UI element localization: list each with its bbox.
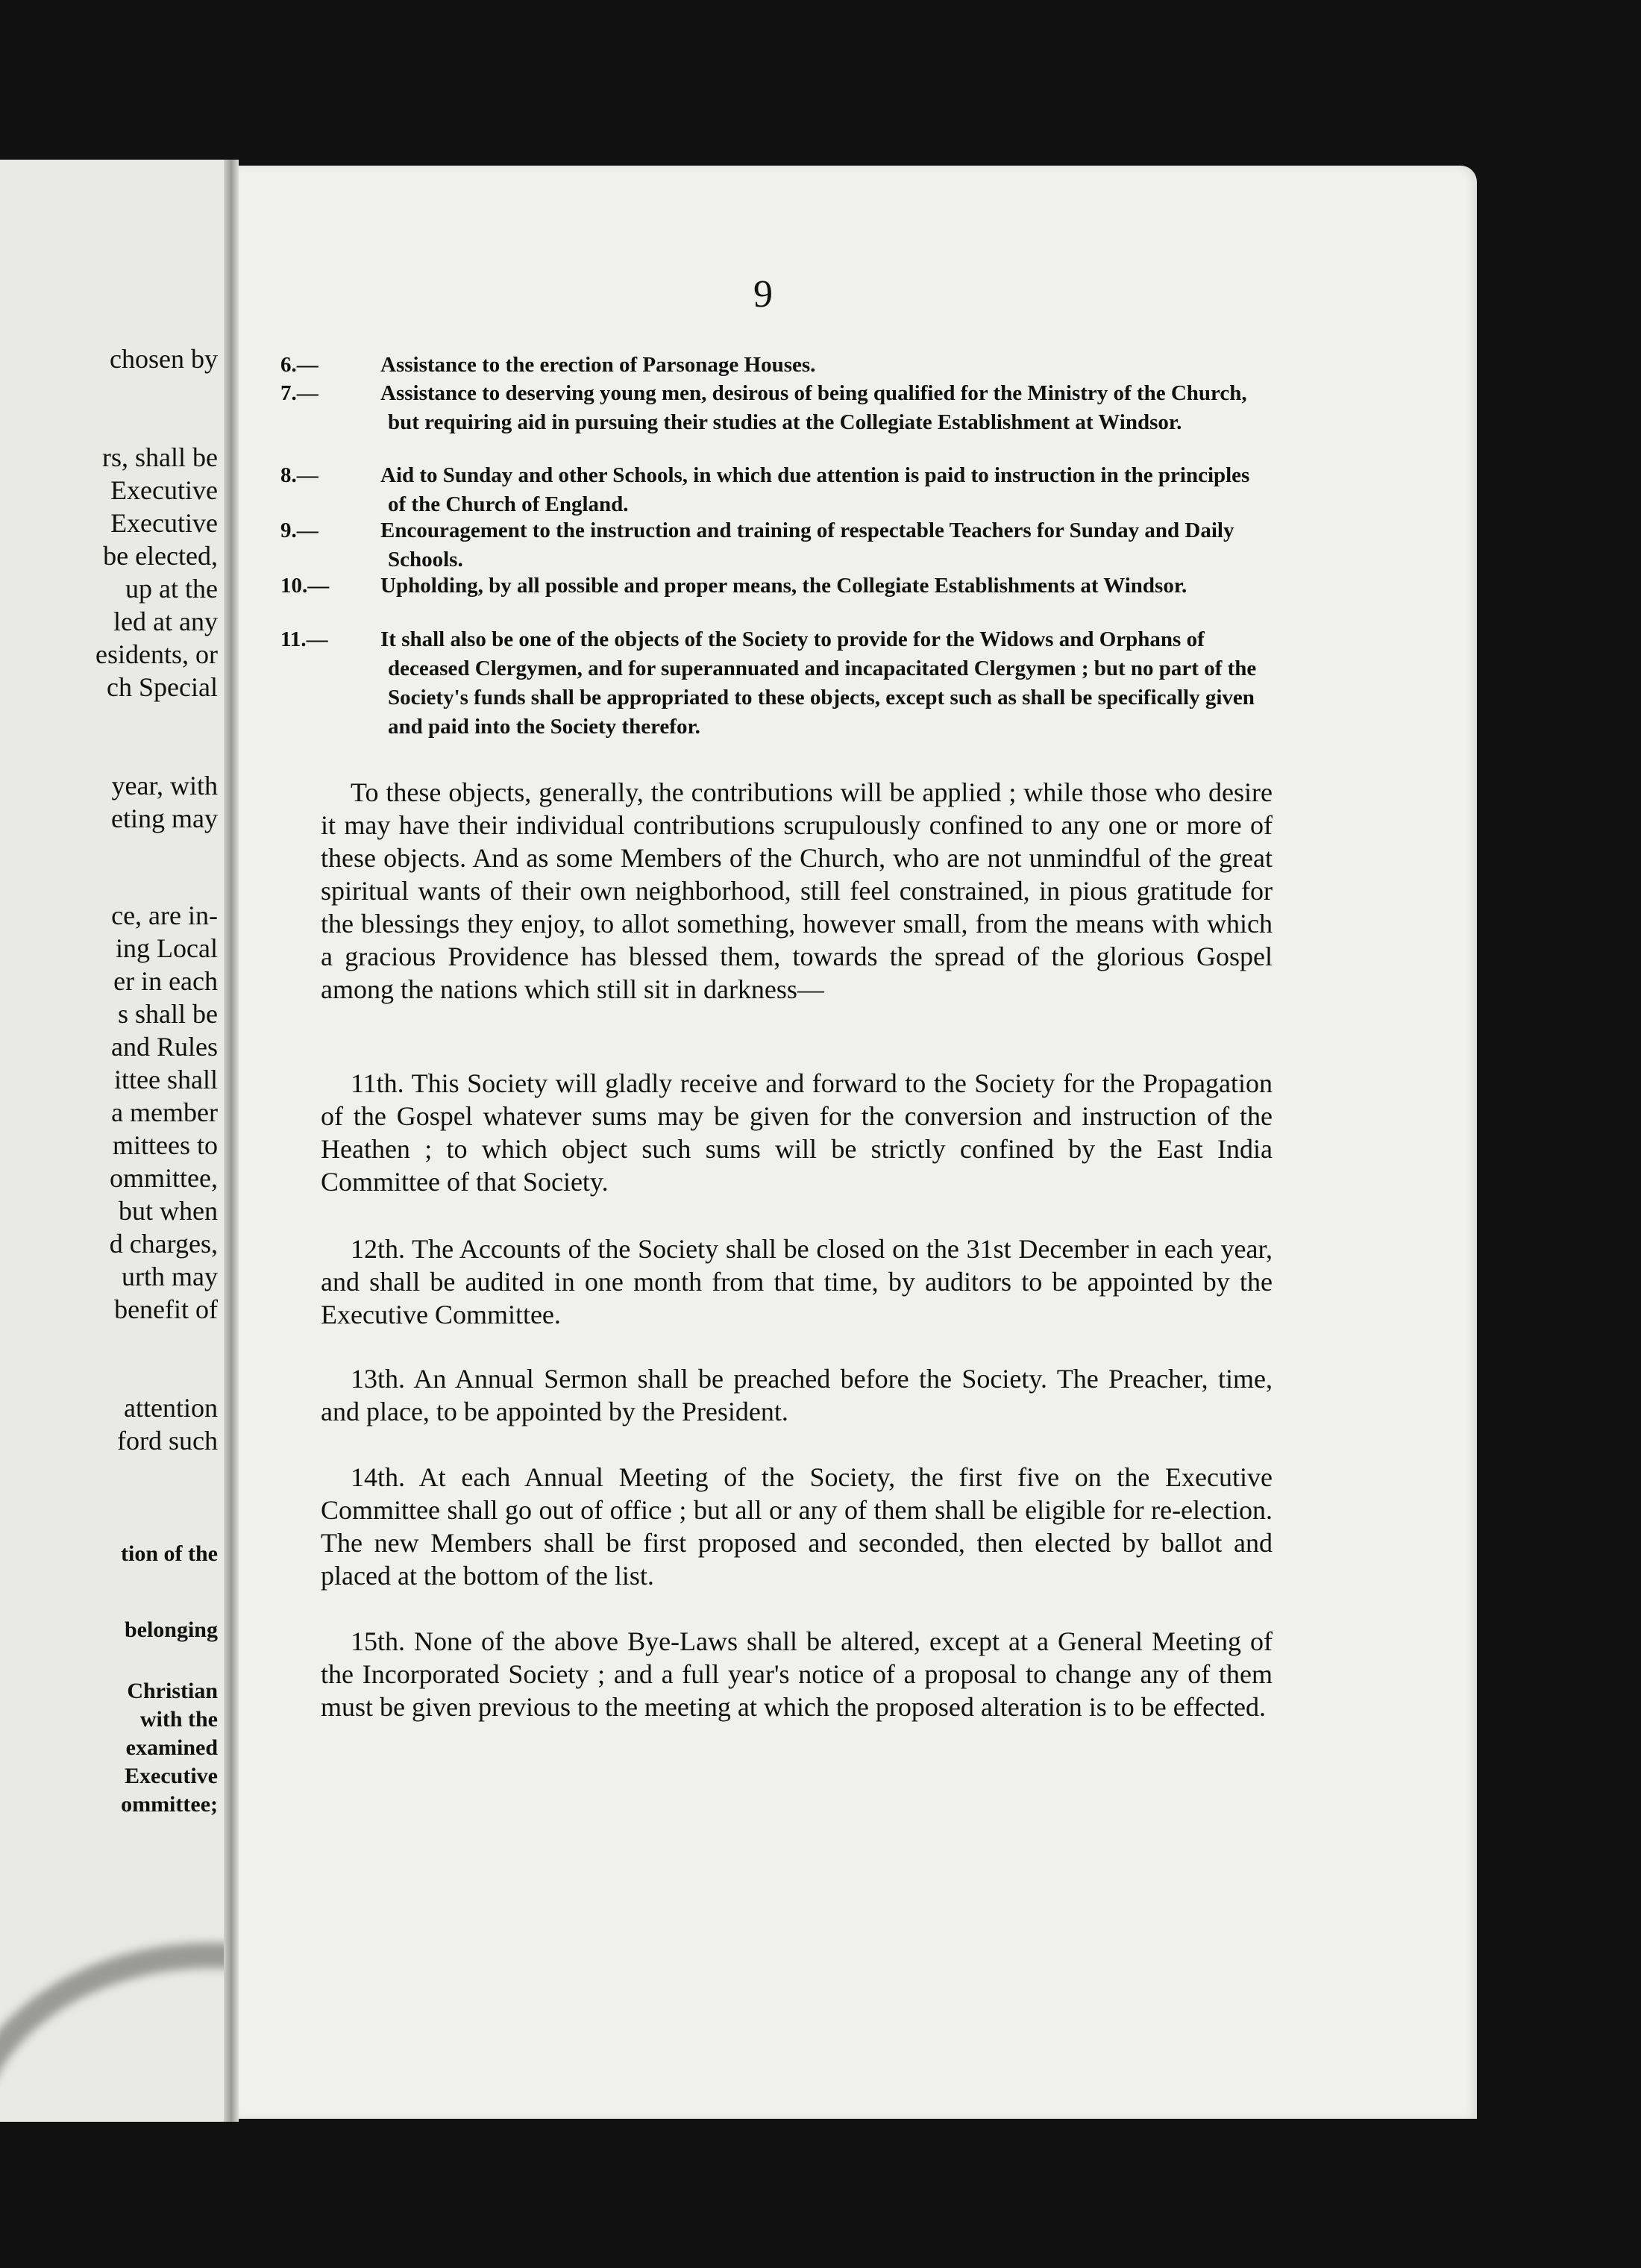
- item-text: Aid to Sunday and other Schools, in which due attention is paid to instruction in the principles of the Church of England.: [380, 463, 1250, 516]
- left-page-line: urth may: [122, 1262, 218, 1291]
- left-page-line: er in each: [113, 966, 218, 996]
- object-item: [280, 625, 1267, 742]
- left-page-line: year, with: [111, 771, 218, 801]
- left-page-line: with the: [139, 1707, 218, 1732]
- bye-law-12th: 12th. The Accounts of the Society shall be closed on the 31st December in each year, and shall be audited in one month from that time, by auditors to be appointed by the Executive Committee.: [321, 1234, 1273, 1329]
- bye-law-11th: 11th. This Society will gladly receive and forward to the Society for the Propagation of the Gospel whatever sums may be given for the conversion and instruction of the Heathen ; to which object such sums will be strictly confined by the East India Committee of that Society.: [321, 1068, 1273, 1197]
- left-page-line: attention: [124, 1393, 218, 1423]
- left-page-line: mittees to: [113, 1130, 218, 1160]
- object-item: [280, 351, 1267, 380]
- item-number: 8.—: [280, 463, 319, 487]
- left-page-line: s shall be: [118, 999, 218, 1029]
- left-page-line: ing Local: [116, 933, 218, 963]
- left-page-line: examined: [125, 1735, 218, 1760]
- page-number: 9: [753, 273, 773, 316]
- item-number: 6.—: [280, 353, 319, 377]
- left-page-line: benefit of: [114, 1294, 218, 1324]
- bye-law-13th: 13th. An Annual Sermon shall be preached before the Society. The Preacher, time, and place, to be appointed by the President.: [321, 1364, 1273, 1426]
- item-number: 10.—: [280, 574, 330, 598]
- left-page-line: Executive: [110, 475, 218, 505]
- left-page-line: and Rules: [111, 1032, 218, 1062]
- left-page-line: ford such: [117, 1426, 218, 1456]
- book-gutter: [224, 160, 239, 2122]
- left-page-line: Christian: [127, 1679, 218, 1703]
- bye-law-15th: 15th. None of the above Bye-Laws shall be altered, except at a General Meeting of the Incorporated Society ; and a full year's notice of a proposal to change any of them must be given previous to the meeting at which the proposed alteration is to be effected.: [321, 1626, 1273, 1722]
- water-stain: [0, 1943, 224, 2122]
- left-page-line: chosen by: [110, 344, 218, 374]
- left-page-line: tion of the: [121, 1541, 218, 1566]
- item-number: 9.—: [280, 519, 319, 542]
- left-page-line: Executive: [125, 1764, 218, 1788]
- item-text: Encouragement to the instruction and training of respectable Teachers for Sunday and Daily Schools.: [380, 519, 1234, 571]
- left-page-line: ommittee;: [121, 1792, 218, 1817]
- left-page-line: esidents, or: [95, 639, 218, 669]
- left-page-line: but when: [119, 1196, 218, 1226]
- left-page-line: a member: [111, 1097, 218, 1127]
- body-paragraph: To these objects, generally, the contributions will be applied ; while those who desire it may have their individual contributions scrupulously confined to any one or more of these objects. And as some Members of the Church, who are not unmindful of the great spiritual wants of their own neighborhood, still feel constrained, in pious gratitude for the blessings they enjoy, to allot something, however small, from the means with which a gracious Providence has blessed them, towards the spread of the glorious Gospel among the nations which still sit in darkness—: [321, 777, 1273, 1004]
- item-text: Upholding, by all possible and proper means, the Collegiate Establishments at Windsor.: [380, 574, 1187, 598]
- item-number: 7.—: [280, 381, 319, 405]
- object-item: [280, 571, 1267, 601]
- bye-law-14th: 14th. At each Annual Meeting of the Society, the first five on the Executive Committee shall go out of office ; but all or any of them shall be eligible for re-election. The new Members shall be first proposed and seconded, then elected by ballot and placed at the bottom of the list.: [321, 1462, 1273, 1591]
- object-item: [280, 379, 1267, 437]
- left-page-line: belonging: [124, 1617, 218, 1642]
- left-page-line: led at any: [113, 607, 218, 636]
- object-item: [280, 461, 1267, 519]
- item-number: 11.—: [280, 627, 328, 651]
- left-page-line: up at the: [125, 574, 218, 604]
- item-text: Assistance to deserving young men, desirous of being qualified for the Ministry of the Church, but requiring aid in pursuing their studies at the Collegiate Establishment at Windsor.: [380, 381, 1247, 434]
- left-page-line: d charges,: [109, 1229, 218, 1259]
- left-page-line: rs, shall be: [102, 442, 218, 472]
- left-page-line: ce, are in-: [111, 900, 218, 930]
- left-page-line: eting may: [111, 803, 218, 833]
- item-text: It shall also be one of the objects of the Society to provide for the Widows and Orphans of deceased Clergymen, and for superannuated and incapacitated Clergymen ; but no part of the Society's funds shall be appropriated to these objects, except such as shall be specifically given and paid into the Society therefor.: [380, 627, 1257, 739]
- item-text: Assistance to the erection of Parsonage Houses.: [380, 353, 816, 377]
- left-page-fragment: [0, 160, 224, 2122]
- object-item: [280, 516, 1267, 574]
- left-page-line: Executive: [110, 508, 218, 538]
- left-page-line: be elected,: [103, 541, 218, 571]
- left-page-line: ch Special: [107, 672, 218, 702]
- left-page-line: ommittee,: [110, 1163, 218, 1193]
- left-page-line: ittee shall: [114, 1065, 218, 1094]
